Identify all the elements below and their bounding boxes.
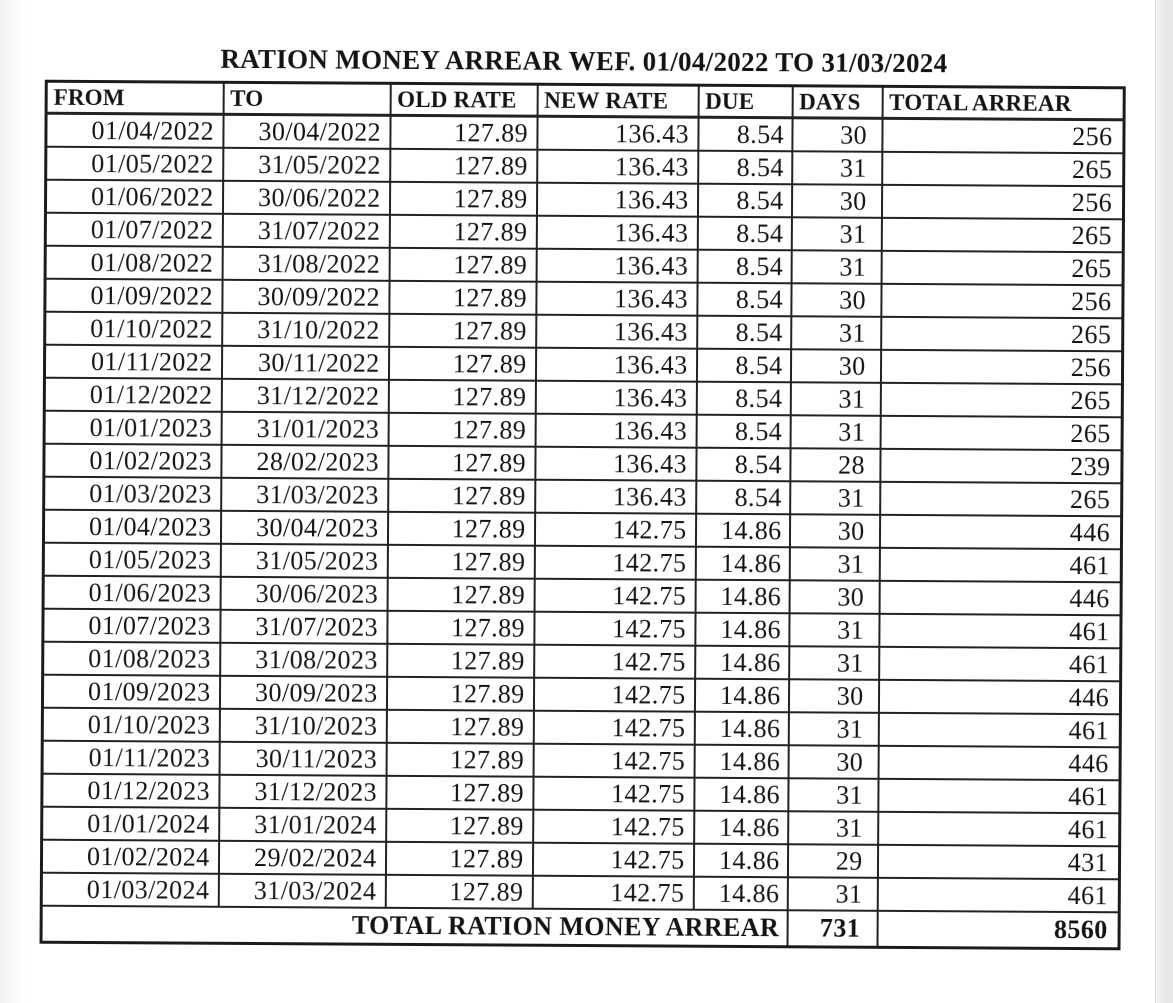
cell-from: 01/03/2023	[44, 477, 221, 511]
cell-old-rate: 127.89	[389, 215, 536, 249]
cell-due: 8.54	[697, 184, 791, 218]
cell-new-rate: 136.43	[535, 348, 696, 382]
cell-from: 01/01/2024	[42, 807, 219, 841]
cell-old-rate: 127.89	[386, 776, 533, 810]
col-header-old-rate: OLD RATE	[390, 83, 537, 116]
cell-to: 30/09/2022	[222, 280, 389, 314]
cell-to: 30/04/2022	[223, 114, 390, 149]
cell-from: 01/11/2022	[44, 345, 221, 379]
cell-from: 01/09/2022	[45, 279, 222, 313]
cell-old-rate: 127.89	[385, 842, 532, 876]
cell-total-arrear: 265	[881, 251, 1123, 285]
cell-old-rate: 127.89	[389, 281, 536, 315]
cell-new-rate: 142.75	[533, 744, 694, 778]
cell-total-arrear: 256	[882, 118, 1124, 153]
cell-old-rate: 127.89	[388, 413, 535, 447]
cell-old-rate: 127.89	[386, 809, 533, 843]
cell-old-rate: 127.89	[386, 677, 533, 711]
ration-arrear-table	[40, 80, 1126, 951]
cell-old-rate: 127.89	[385, 875, 532, 909]
cell-days: 31	[790, 415, 880, 449]
cell-due: 14.86	[695, 547, 789, 581]
cell-new-rate: 136.43	[536, 216, 697, 250]
cell-days: 30	[788, 679, 878, 713]
cell-from: 01/05/2022	[46, 147, 223, 181]
cell-new-rate: 142.75	[534, 513, 695, 547]
col-header-total-arrear: TOTAL ARREAR	[882, 86, 1124, 119]
cell-days: 31	[789, 646, 879, 680]
cell-from: 01/02/2023	[44, 444, 221, 478]
cell-new-rate: 136.43	[536, 183, 697, 217]
cell-days: 31	[789, 547, 879, 581]
cell-to: 30/09/2023	[219, 676, 386, 710]
cell-total-arrear: 431	[877, 845, 1119, 879]
cell-due: 8.54	[697, 217, 791, 251]
cell-from: 01/05/2023	[43, 543, 220, 577]
cell-new-rate: 136.43	[537, 150, 698, 184]
cell-due: 14.86	[695, 646, 789, 680]
cell-from: 01/10/2023	[42, 708, 219, 742]
cell-days: 31	[787, 877, 877, 911]
cell-due: 14.86	[695, 613, 789, 647]
cell-due: 14.86	[693, 877, 787, 911]
cell-from: 01/09/2023	[42, 675, 219, 709]
cell-total-arrear: 461	[878, 713, 1120, 747]
cell-total-arrear: 446	[879, 515, 1121, 549]
cell-to: 31/08/2022	[222, 247, 389, 281]
cell-from: 01/10/2022	[45, 312, 222, 346]
cell-to: 28/02/2023	[221, 445, 388, 479]
cell-new-rate: 142.75	[533, 810, 694, 844]
cell-total-arrear: 256	[880, 350, 1122, 384]
cell-to: 30/11/2022	[221, 346, 388, 380]
cell-total-arrear: 265	[880, 482, 1122, 516]
cell-due: 14.86	[694, 745, 788, 779]
cell-days: 31	[791, 250, 881, 284]
cell-days: 31	[790, 382, 880, 416]
cell-to: 30/11/2023	[219, 742, 386, 776]
cell-to: 31/01/2023	[221, 412, 388, 446]
total-row	[41, 906, 1119, 949]
cell-to: 31/10/2023	[219, 709, 386, 743]
cell-days: 29	[787, 844, 877, 878]
cell-to: 31/10/2022	[222, 313, 389, 347]
cell-from: 01/12/2022	[44, 378, 221, 412]
cell-from: 01/03/2024	[41, 873, 218, 907]
cell-total-arrear: 461	[879, 548, 1121, 582]
cell-days: 30	[790, 349, 880, 383]
cell-from: 01/11/2023	[42, 741, 219, 775]
cell-from: 01/02/2024	[41, 840, 218, 874]
cell-due: 14.86	[694, 679, 788, 713]
cell-due: 8.54	[698, 117, 792, 151]
cell-old-rate: 127.89	[388, 347, 535, 381]
cell-old-rate: 127.89	[388, 380, 535, 414]
cell-old-rate: 127.89	[386, 710, 533, 744]
cell-new-rate: 142.75	[533, 678, 694, 712]
col-header-to: TO	[223, 82, 390, 115]
cell-new-rate: 136.43	[535, 381, 696, 415]
cell-to: 31/12/2022	[221, 379, 388, 413]
cell-due: 8.54	[697, 250, 791, 284]
cell-total-arrear: 446	[878, 746, 1120, 780]
cell-old-rate: 127.89	[388, 479, 535, 513]
cell-old-rate: 127.89	[389, 182, 536, 216]
cell-old-rate: 127.89	[387, 644, 534, 678]
cell-to: 31/03/2023	[221, 478, 388, 512]
cell-new-rate: 142.75	[534, 546, 695, 580]
cell-from: 01/04/2023	[43, 510, 220, 544]
cell-days: 31	[789, 613, 879, 647]
cell-to: 31/07/2022	[222, 214, 389, 248]
cell-new-rate: 136.43	[536, 282, 697, 316]
col-header-due: DUE	[698, 85, 792, 118]
cell-total-arrear: 265	[881, 218, 1123, 252]
cell-days: 31	[792, 151, 882, 185]
cell-days: 31	[791, 316, 881, 350]
cell-due: 14.86	[694, 811, 788, 845]
cell-due: 8.54	[697, 316, 791, 350]
cell-new-rate: 142.75	[533, 777, 694, 811]
cell-to: 31/05/2023	[220, 544, 387, 578]
cell-from: 01/08/2022	[45, 246, 222, 280]
cell-total-arrear: 461	[879, 647, 1121, 681]
cell-total-arrear: 461	[877, 878, 1119, 912]
cell-days: 30	[792, 118, 882, 152]
cell-old-rate: 127.89	[387, 611, 534, 645]
cell-old-rate: 127.89	[387, 578, 534, 612]
cell-total-arrear: 461	[879, 614, 1121, 648]
cell-total-arrear: 461	[878, 779, 1120, 813]
cell-old-rate: 127.89	[390, 115, 537, 149]
total-arrear-value: 8560	[877, 911, 1119, 949]
cell-to: 31/03/2024	[218, 874, 385, 908]
cell-due: 8.54	[696, 481, 790, 515]
cell-due: 8.54	[698, 151, 792, 185]
cell-from: 01/04/2022	[46, 113, 223, 148]
cell-total-arrear: 239	[880, 449, 1122, 483]
cell-due: 14.86	[695, 514, 789, 548]
cell-days: 31	[790, 481, 880, 515]
col-header-new-rate: NEW RATE	[537, 84, 698, 117]
cell-due: 14.86	[695, 580, 789, 614]
cell-days: 31	[791, 217, 881, 251]
cell-days: 30	[791, 184, 881, 218]
cell-days: 31	[788, 778, 878, 812]
cell-due: 8.54	[697, 283, 791, 317]
cell-total-arrear: 256	[881, 284, 1123, 318]
cell-from: 01/07/2023	[43, 609, 220, 643]
cell-days: 31	[788, 811, 878, 845]
cell-due: 8.54	[696, 349, 790, 383]
cell-to: 30/06/2022	[222, 181, 389, 215]
cell-new-rate: 142.75	[532, 843, 693, 877]
cell-new-rate: 142.75	[532, 876, 693, 910]
cell-to: 31/08/2023	[220, 643, 387, 677]
total-days-value: 731	[787, 910, 877, 947]
cell-new-rate: 136.43	[536, 315, 697, 349]
cell-new-rate: 136.43	[535, 447, 696, 481]
cell-total-arrear: 461	[878, 812, 1120, 846]
total-row-label: TOTAL RATION MONEY ARREAR	[41, 906, 787, 947]
table-body	[41, 113, 1124, 912]
cell-due: 8.54	[696, 415, 790, 449]
cell-old-rate: 127.89	[388, 446, 535, 480]
cell-from: 01/07/2022	[45, 213, 222, 247]
cell-new-rate: 142.75	[534, 612, 695, 646]
cell-due: 14.86	[693, 844, 787, 878]
cell-days: 30	[791, 283, 881, 317]
cell-from: 01/08/2023	[43, 642, 220, 676]
cell-new-rate: 136.43	[537, 116, 698, 150]
document-content	[40, 43, 1123, 951]
cell-days: 28	[790, 448, 880, 482]
cell-days: 30	[788, 745, 878, 779]
cell-old-rate: 127.89	[387, 545, 534, 579]
cell-days: 30	[789, 580, 879, 614]
cell-new-rate: 136.43	[536, 249, 697, 283]
cell-old-rate: 127.89	[389, 248, 536, 282]
cell-to: 30/04/2023	[220, 511, 387, 545]
cell-due: 14.86	[694, 712, 788, 746]
cell-new-rate: 142.75	[533, 711, 694, 745]
col-header-days: DAYS	[792, 86, 882, 119]
cell-old-rate: 127.89	[390, 149, 537, 183]
cell-to: 31/07/2023	[220, 610, 387, 644]
cell-new-rate: 142.75	[534, 645, 695, 679]
cell-days: 31	[788, 712, 878, 746]
cell-new-rate: 136.43	[535, 480, 696, 514]
cell-total-arrear: 446	[879, 581, 1121, 615]
cell-due: 14.86	[694, 778, 788, 812]
cell-total-arrear: 446	[878, 680, 1120, 714]
cell-to: 30/06/2023	[220, 577, 387, 611]
cell-total-arrear: 256	[881, 185, 1123, 219]
cell-due: 8.54	[696, 382, 790, 416]
cell-days: 30	[789, 514, 879, 548]
cell-from: 01/06/2022	[45, 180, 222, 214]
cell-to: 29/02/2024	[218, 841, 385, 875]
cell-old-rate: 127.89	[386, 743, 533, 777]
cell-from: 01/01/2023	[44, 411, 221, 445]
cell-to: 31/01/2024	[219, 808, 386, 842]
cell-old-rate: 127.89	[389, 314, 536, 348]
cell-from: 01/06/2023	[43, 576, 220, 610]
col-header-from: FROM	[46, 81, 223, 114]
cell-new-rate: 136.43	[535, 414, 696, 448]
cell-due: 8.54	[696, 448, 790, 482]
cell-total-arrear: 265	[881, 317, 1123, 351]
cell-from: 01/12/2023	[42, 774, 219, 808]
cell-new-rate: 142.75	[534, 579, 695, 613]
cell-to: 31/05/2022	[223, 148, 390, 182]
cell-total-arrear: 265	[880, 416, 1122, 450]
cell-old-rate: 127.89	[387, 512, 534, 546]
cell-to: 31/12/2023	[219, 775, 386, 809]
page-title: RATION MONEY ARREAR WEF. 01/04/2022 TO 31/03/2024	[220, 43, 948, 79]
cell-total-arrear: 265	[882, 152, 1124, 186]
scan-edge-shadow	[1155, 0, 1173, 1003]
cell-total-arrear: 265	[880, 383, 1122, 417]
